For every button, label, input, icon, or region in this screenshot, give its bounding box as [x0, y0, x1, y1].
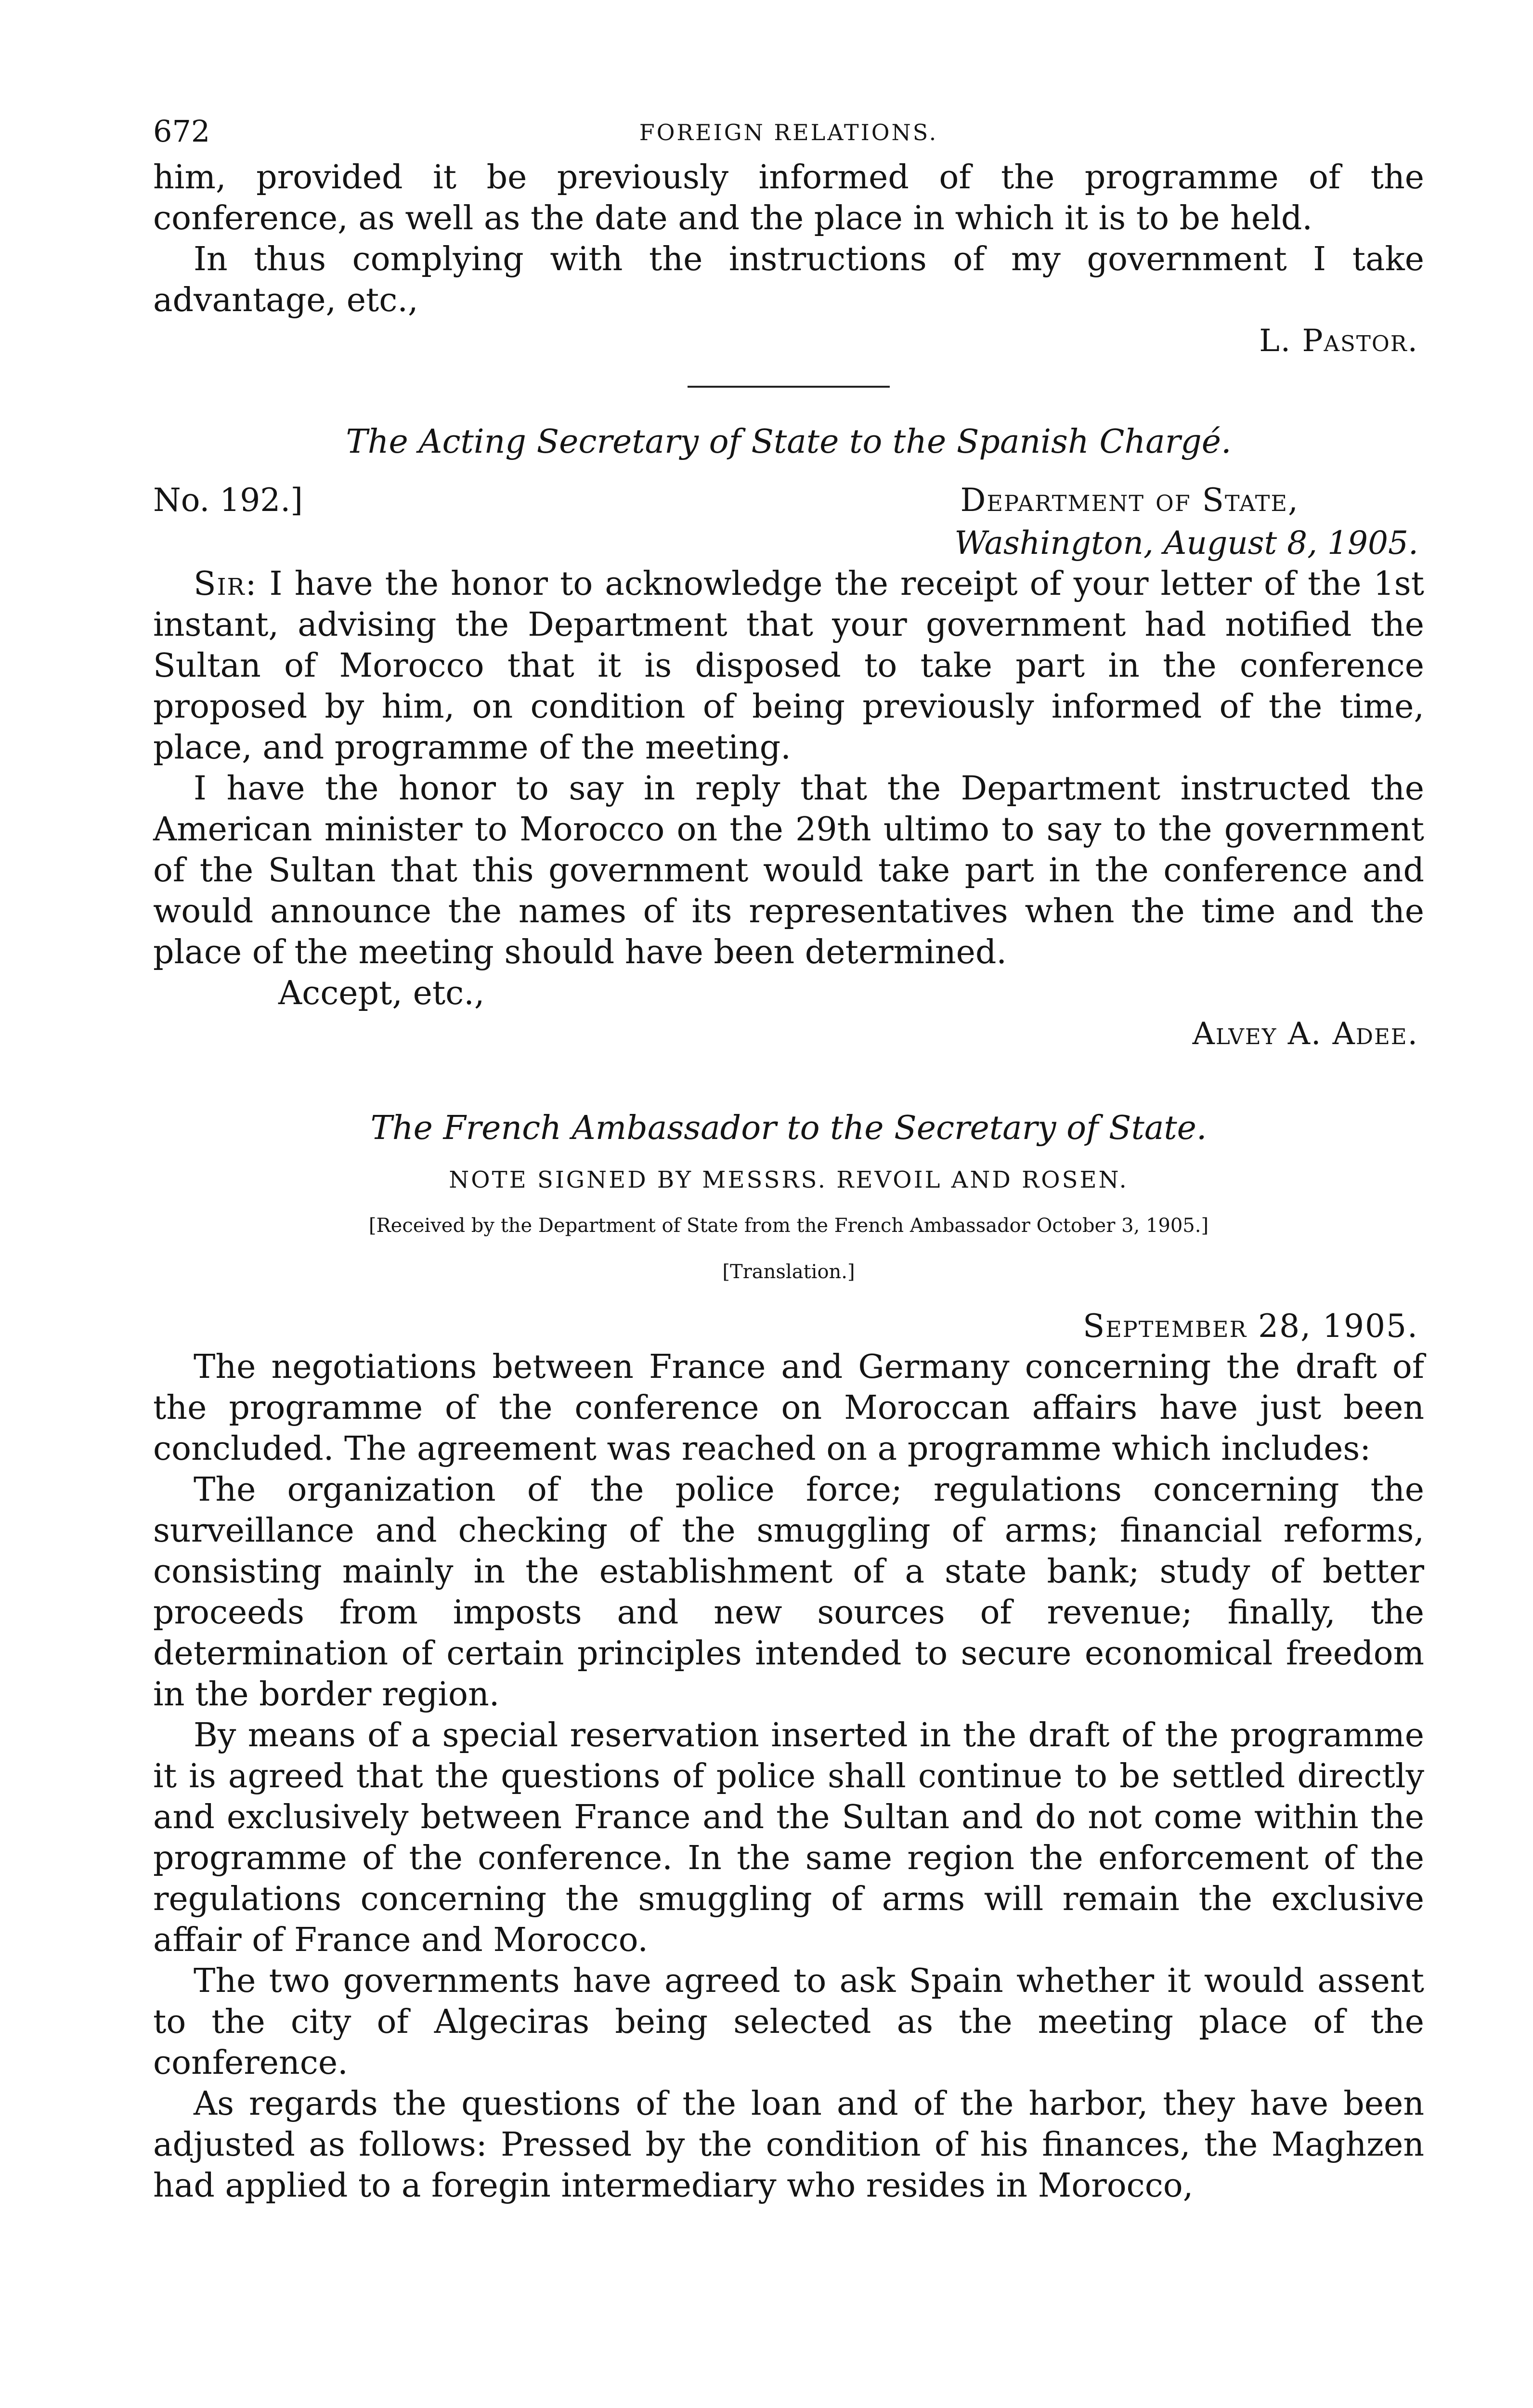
letter3-paragraph2: The organization of the police force; regulations concerning the surveillance and checking of the smuggling of arms; financial reforms, consisting mainly in the establishment of a state bank; study of better proceeds from imposts and new sources of revenue; finally, the determination of certain principles intended to secure economical freedom in the border region.: [153, 1471, 1424, 1714]
letter2-heading: The Acting Secretary of State to the Spanish Chargé.: [346, 423, 1232, 461]
letter2-place-date: Washington, August 8, 1905.: [954, 524, 1418, 562]
letter3-note-heading: NOTE SIGNED BY MESSRS. REVOIL AND ROSEN.: [449, 1166, 1129, 1193]
running-header: [153, 114, 1424, 157]
letter2-department: Department of State,: [960, 482, 1299, 519]
letter1-continuation: him, provided it be previously informed of the programme of the conference, as well as the date and the place in which it is to be held.: [153, 158, 1424, 237]
letter2-signature: Alvey A. Adee.: [1192, 1016, 1418, 1052]
letter2-paragraph1: [153, 563, 1424, 768]
section-divider: [688, 386, 890, 388]
letter3-paragraph4: The two governments have agreed to ask Spain whether it would assent to the city of Algeciras being selected as the meeting place of the conference.: [153, 1962, 1424, 2082]
document-page: [153, 114, 1424, 2206]
letter3-date: September 28, 1905.: [1083, 1308, 1418, 1345]
page-number: 672: [153, 114, 210, 149]
letter2-paragraph2: I have the honor to say in reply that the Department instructed the American minister to Morocco on the 29th ultimo to say to the government of the Sultan that this government would take part in the conference and would announce the names of its representatives when the time and the place of the meeting should have been determined.: [153, 770, 1424, 971]
letter2-dateline: [153, 482, 1424, 523]
running-title: FOREIGN RELATIONS.: [639, 119, 938, 145]
letter2-accept: Accept, etc.,: [278, 974, 485, 1012]
letter3-translation-note: [Translation.]: [722, 1261, 855, 1283]
letter1-signature: L. Pastor.: [1259, 323, 1418, 359]
letter3-paragraph5: As regards the questions of the loan and of the harbor, they have been adjusted as follows: Pressed by the condition of his finances, the Maghzen had applied to a foregin intermediary who resides in Morocco,: [153, 2085, 1424, 2205]
letter2-paragraph1-text: I have the honor to acknowledge the receipt of your letter of the 1st instant, advising the Department that your government had notified the Sultan of Morocco that it is disposed to take part in the conference proposed by him, on condition of being previously informed of the time, place, and programme of the meeting.: [153, 565, 1425, 767]
letter3-heading: The French Ambassador to the Secretary of State.: [370, 1109, 1207, 1147]
letter3-paragraph3: By means of a special reservation inserted in the draft of the programme it is agreed that the questions of police shall continue to be settled directly and exclusively between France and the Sultan and do not come within the programme of the conference. In the same region the enforcement of the regulations concerning the smuggling of arms will remain the exclusive affair of France and Morocco.: [153, 1716, 1424, 1959]
letter2-number: No. 192.]: [153, 482, 303, 519]
letter3-paragraph1: The negotiations between France and Germany concerning the draft of the programme of the conference on Moroccan affairs have just been concluded. The agreement was reached on a programme which includes:: [153, 1348, 1424, 1468]
letter1-closing-paragraph: In thus complying with the instructions of my government I take advantage, etc.,: [153, 240, 1424, 319]
letter3-received-note: [Received by the Department of State from the French Ambassador October 3, 1905.]: [368, 1215, 1209, 1237]
letter2-salutation: Sir:: [194, 565, 258, 603]
